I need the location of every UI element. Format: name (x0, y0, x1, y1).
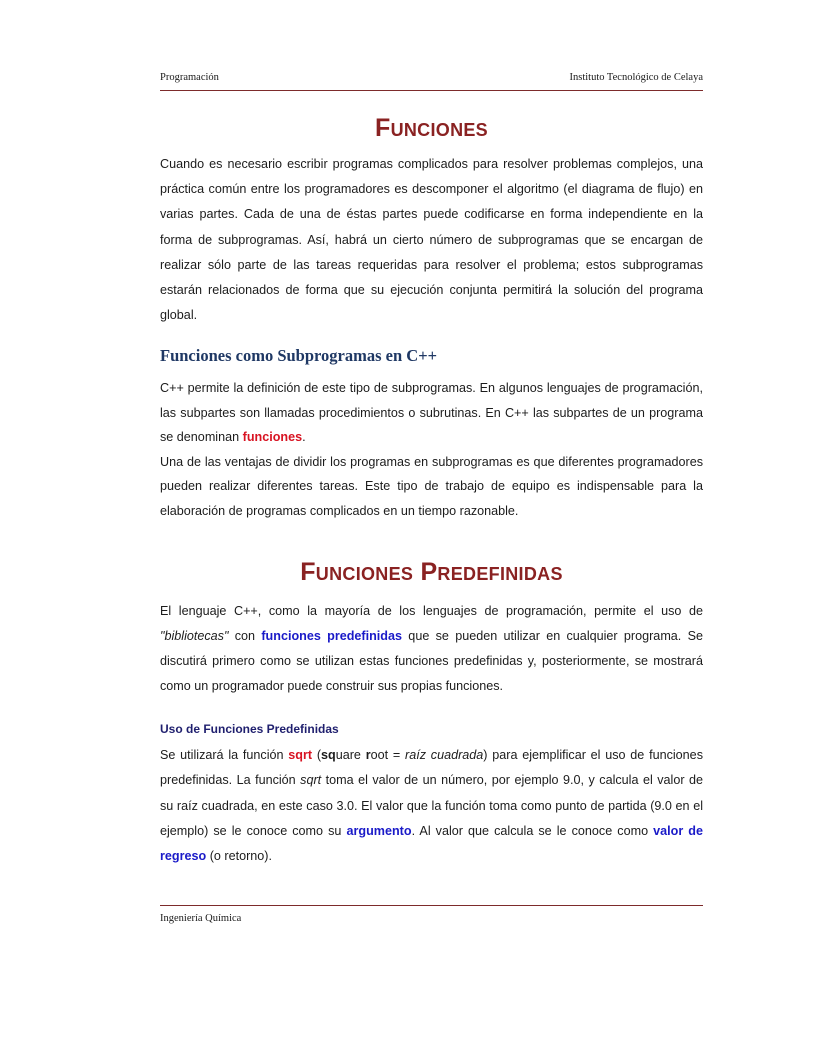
text-run: C++ permite la definición de este tipo de subprogramas. En algunos lenguajes de programación, las subpartes son llamadas procedimientos o subrutinas. En C++ las subpartes de un programa se denominan (160, 381, 703, 445)
text-run: ( (312, 748, 322, 763)
emphasis-sqrt: sqrt (288, 748, 313, 763)
text-run: oot (370, 748, 389, 763)
emphasis-funciones: funciones (242, 430, 303, 445)
emphasis-raiz-cuadrada: raíz cuadrada (405, 748, 484, 763)
text-run: que se pueden utilizar en cualquier programa. Se discutirá primero como se utilizan estas funciones predefinidas y, posteriormente, se mostrará como un programador puede construir sus propias funciones. (160, 629, 704, 694)
running-footer (160, 905, 703, 926)
paragraph-cpp-definicion (160, 376, 703, 450)
text-run: . Al valor que calcula se le conoce como (411, 823, 654, 838)
page-title: Funciones (375, 113, 488, 142)
text-run: con (228, 629, 262, 643)
running-header (160, 72, 703, 85)
header-divider (160, 90, 703, 91)
emphasis-r: r (365, 748, 371, 763)
text-run: = (388, 748, 406, 763)
text-run: . (302, 430, 306, 445)
paragraph-predefinidas (160, 599, 703, 700)
emphasis-sqrt-italic: sqrt (300, 773, 322, 788)
text-run: toma el valor de un número, por ejemplo 9.0, y calcula el valor de su raíz cuadrada, en este caso 3.0. El valor que la función toma como punto de partida (9.0 en el ejemplo) se le conoce como su (160, 773, 703, 838)
heading-subprogramas: Funciones como Subprogramas en C++ (160, 346, 438, 366)
footer-text: Ingeniería Química (160, 913, 242, 924)
text-run: uare (335, 748, 366, 763)
page-content (160, 72, 703, 869)
emphasis-sq: sq (321, 748, 336, 763)
section-title-predefinidas: Funciones Predefinidas (300, 558, 563, 587)
text-run: (o retorno). (206, 848, 272, 863)
emphasis-funciones-predefinidas: funciones predefinidas (261, 629, 403, 643)
emphasis-bibliotecas: "bibliotecas" (160, 629, 229, 643)
paragraph-intro: Cuando es necesario escribir programas complicados para resolver problemas complejos, una práctica común entre los programadores es descomponer el algoritmo (el diagrama de flujo) en varias partes. Cada de una de éstas partes puede codificarse en forma independiente en la forma de subprogramas. Así, habrá un cierto número de subprogramas que se encargan de realizar sólo parte de las tareas requeridas para resolver el problema; estos subprogramas estarán relacionados de forma que su ejecución conjunta permitirá la solución del programa global. (160, 157, 703, 323)
header-right-text: Instituto Tecnológico de Celaya (569, 72, 703, 83)
text-run: El lenguaje C++, como la mayoría de los lenguajes de programación, permite el uso de (160, 603, 703, 618)
text-run: Se utilizará la función (160, 748, 289, 763)
text-run: ) para ejemplificar el uso de funciones predefinidas. La función (160, 748, 703, 788)
emphasis-argumento: argumento (346, 823, 412, 838)
paragraph-ventajas: Una de las ventajas de dividir los programas en subprogramas es que diferentes programadores pueden realizar diferentes tareas. Este tipo de trabajo de equipo es indispensable para la elaboración de programas complicados en un tiempo razonable. (160, 454, 703, 518)
paragraph-sqrt (160, 743, 703, 869)
emphasis-valor-de-regreso: valor de regreso (160, 823, 703, 863)
footer-divider (160, 905, 703, 906)
header-left-text: Programación (160, 72, 219, 83)
heading-uso-funciones: Uso de Funciones Predefinidas (160, 721, 339, 736)
